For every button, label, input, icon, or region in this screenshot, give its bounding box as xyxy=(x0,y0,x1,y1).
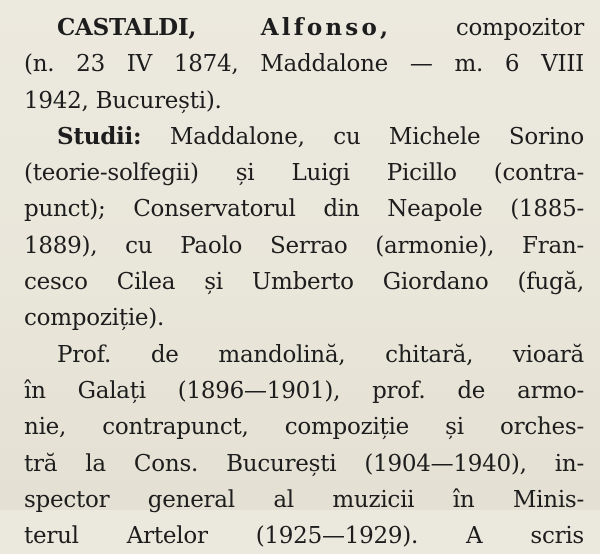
studies-heading-line xyxy=(24,119,584,155)
encyclopedia-entry xyxy=(24,10,584,554)
entry-headword: CASTALDI, xyxy=(57,14,197,41)
entry-text-line: 1942, București). xyxy=(24,87,222,114)
studies-label: Studii: xyxy=(57,122,142,150)
studies-text-line: cesco Cilea și Umberto Giordano (fugă, xyxy=(24,269,584,296)
entry-heading-line xyxy=(24,10,584,46)
studies-text-line: punct); Conservatorul din Neapole (1885- xyxy=(24,196,584,223)
career-text-line: nie, contrapunct, compoziție și orches- xyxy=(24,414,584,441)
studies-first-line: Maddalone, cu Michele Sorino xyxy=(169,123,585,150)
studies-text-line: compoziție). xyxy=(24,305,165,332)
career-text-line: tră la Cons. București (1904—1940), in- xyxy=(24,450,584,477)
entry-role: compozitor xyxy=(455,15,584,41)
entry-text-line: (n. 23 IV 1874, Maddalone — m. 6 VIII xyxy=(24,51,584,78)
entry-given-name: Alfonso, xyxy=(260,14,392,41)
career-text-line: terul Artelor (1925—1929). A scris xyxy=(24,523,584,550)
studies-text-line: (teorie-solfegii) și Luigi Picillo (contra- xyxy=(24,160,584,187)
career-text-line: în Galați (1896—1901), prof. de armo- xyxy=(24,377,584,404)
career-text-line: Prof. de mandolină, chitară, vioară xyxy=(57,341,584,368)
studies-text-line: 1889), cu Paolo Serrao (armonie), Fran- xyxy=(24,232,584,259)
career-text-line: spector general al muzicii în Minis- xyxy=(24,486,584,513)
